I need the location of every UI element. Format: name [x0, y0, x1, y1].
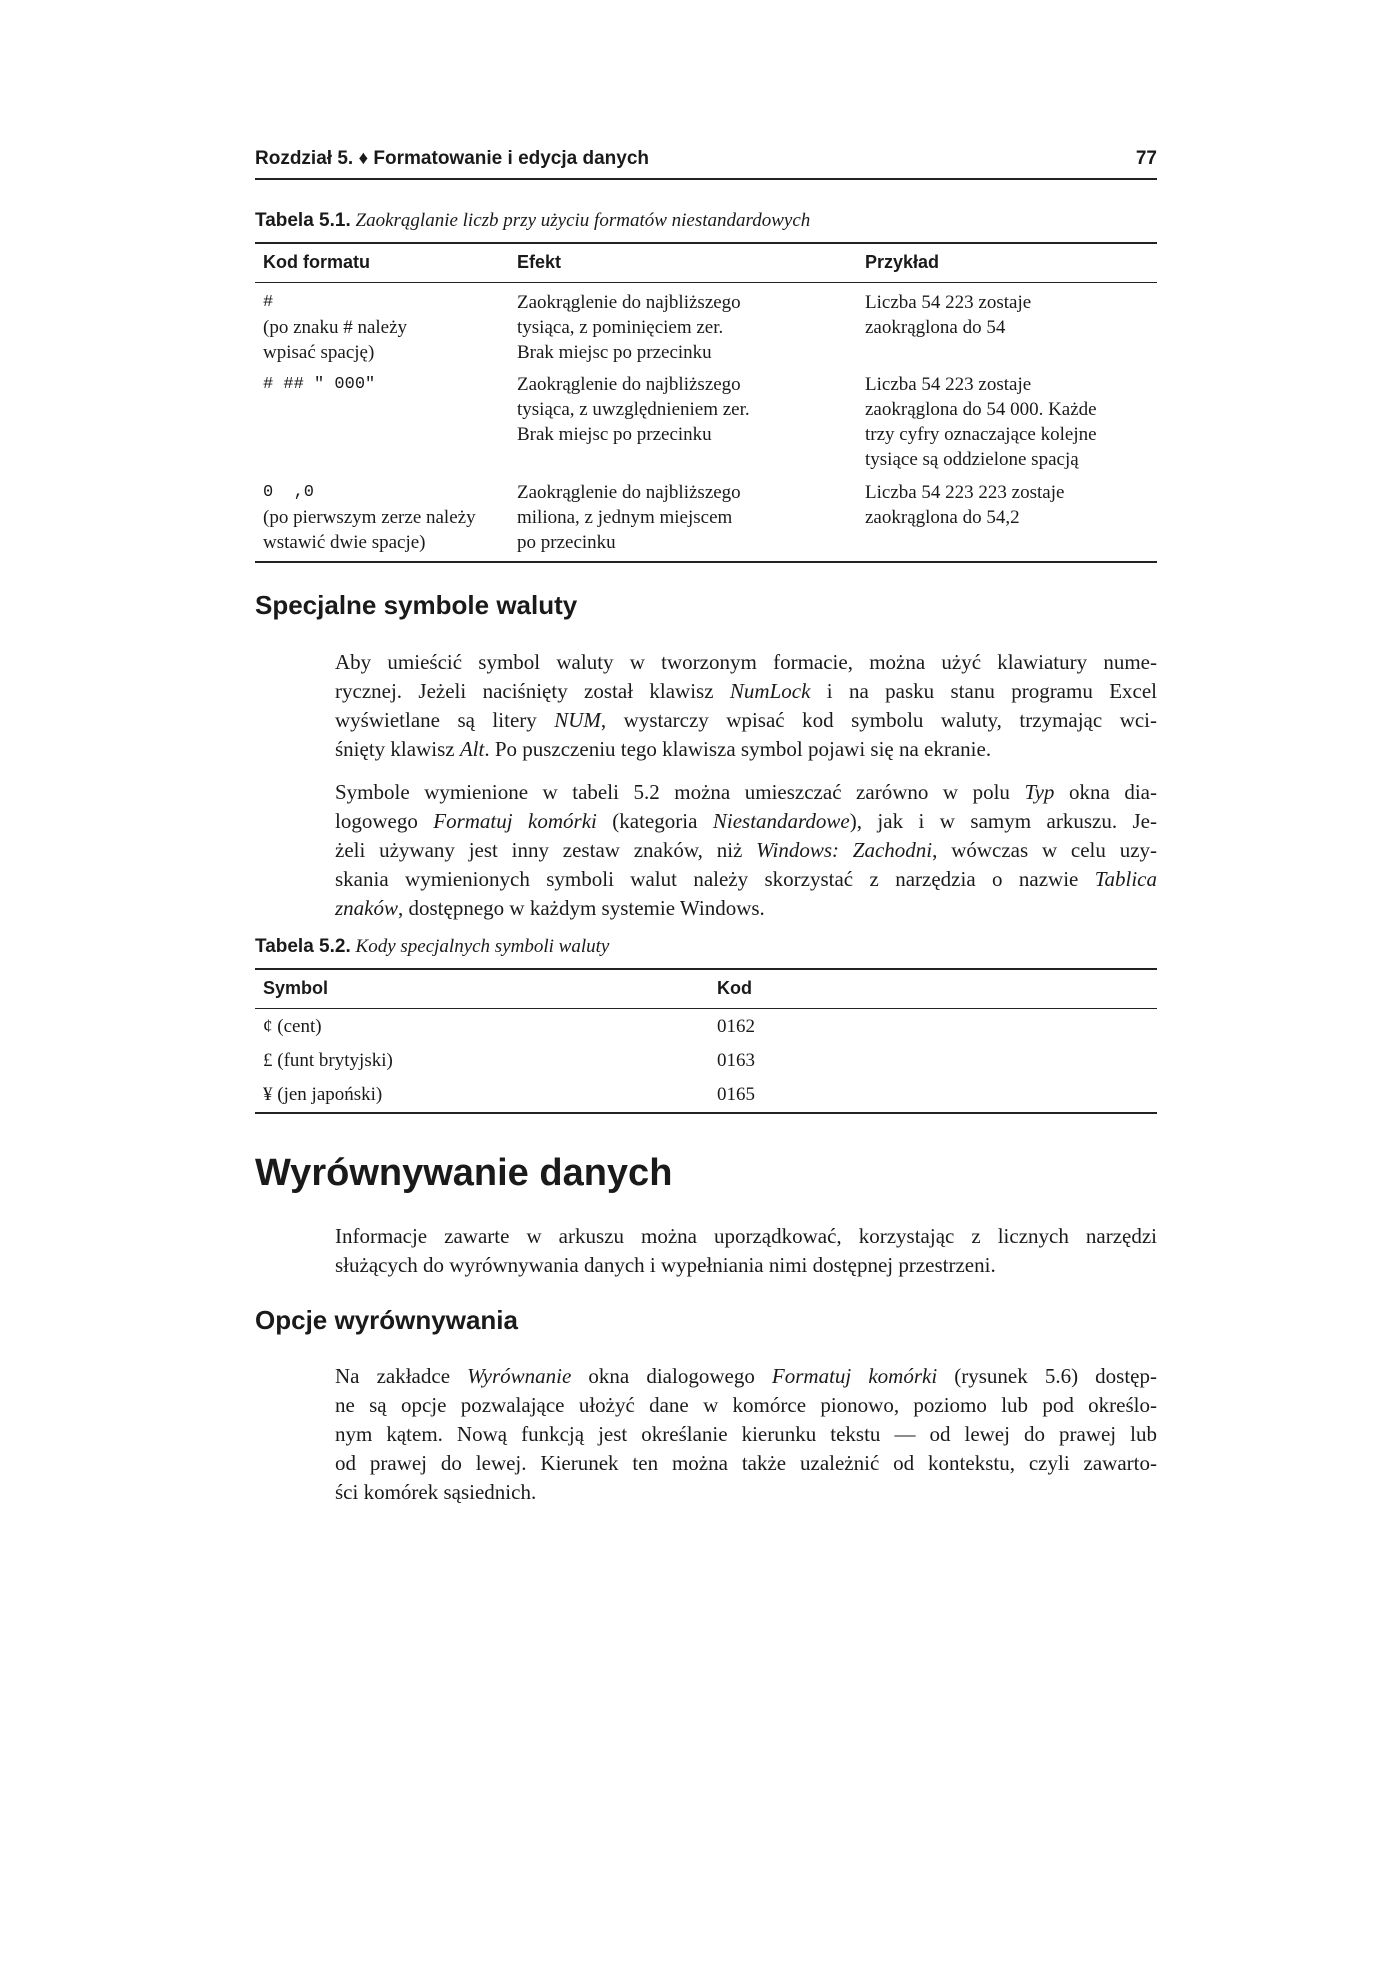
text-line: śnięty klawisz Alt. Po puszczeniu tego klawisza symbol pojawi się na ekranie. [335, 737, 992, 761]
table-label: Tabela 5.2. [255, 936, 351, 957]
cell-line: (po pierwszym zerze należy [263, 507, 476, 528]
cell-line: wpisać spację) [263, 342, 375, 363]
text-line: służących do wyrównywania danych i wypełniania nimi dostępnej przestrzeni. [335, 1253, 996, 1277]
table-cell [263, 372, 375, 397]
table-title: Zaokrąglanie liczb przy użyciu formatów niestandardowych [355, 210, 811, 231]
text-line: Symbole wymienione w tabeli 5.2 można umieszczać zarówno w polu Typ okna dia- [335, 780, 1157, 804]
cell-line: tysiące są oddzielone spacją [865, 449, 1079, 470]
text-line: znaków, dostępnego w każdym systemie Windows. [335, 896, 765, 920]
symbol-cell: ¢ (cent) [263, 1016, 322, 1037]
paragraph [335, 778, 1157, 923]
table-cell [517, 372, 750, 447]
text-line: ści komórek sąsiednich. [335, 1480, 537, 1504]
code-cell: 0162 [717, 1016, 755, 1037]
text-line: Aby umieścić symbol waluty w tworzonym formacie, można użyć klawiatury nume- [335, 650, 1157, 674]
chapter-title: Rozdział 5. ♦ Formatowanie i edycja danych [255, 148, 650, 169]
table-bottom-rule [255, 1112, 1157, 1114]
text-line: nym kątem. Nową funkcją jest określanie kierunku tekstu — od lewej do prawej lub [335, 1422, 1157, 1446]
cell-line: Brak miejsc po przecinku [517, 424, 712, 445]
cell-line: Zaokrąglenie do najbliższego [517, 292, 741, 313]
table-cell [865, 372, 1097, 472]
text-line: logowego Formatuj komórki (kategoria Niestandardowe), jak i w samym arkuszu. Je- [335, 809, 1157, 833]
table-cell [263, 480, 476, 555]
table-caption [255, 936, 609, 958]
table-cell [517, 290, 741, 365]
running-header [255, 148, 1157, 180]
symbol-cell: £ (funt brytyjski) [263, 1050, 393, 1071]
column-header: Efekt [517, 252, 562, 272]
column-header: Symbol [263, 978, 329, 998]
chapter-section-heading: Wyrównywanie danych [255, 1152, 673, 1194]
table-title: Kody specjalnych symboli waluty [355, 936, 610, 957]
cell-line: zaokrąglona do 54 [865, 317, 1006, 338]
format-code: # [263, 293, 274, 312]
cell-line: miliona, z jednym miejscem [517, 507, 733, 528]
section-heading: Specjalne symbole waluty [255, 590, 578, 620]
table-header-rule [255, 282, 1157, 283]
cell-line: Zaokrąglenie do najbliższego [517, 482, 741, 503]
text-line: skania wymienionych symboli walut należy skorzystać z narzędzia o nazwie Tablica [335, 867, 1157, 891]
cell-line: Liczba 54 223 zostaje [865, 374, 1032, 395]
paragraph [335, 648, 1157, 764]
table-cell [263, 290, 407, 365]
table-cell [517, 480, 741, 555]
subsection-heading: Opcje wyrównywania [255, 1305, 518, 1335]
cell-line: (po znaku # należy [263, 317, 408, 338]
symbol-cell: ¥ (jen japoński) [263, 1084, 383, 1105]
cell-line: wstawić dwie spacje) [263, 532, 426, 553]
format-code: 0 ,0 [263, 483, 315, 502]
table-caption [255, 210, 810, 232]
cell-line: tysiąca, z uwzględnieniem zer. [517, 399, 750, 420]
cell-line: zaokrąglona do 54 000. Każde [865, 399, 1097, 420]
table-cell [865, 290, 1031, 340]
format-code: # ## " 000" [263, 375, 376, 394]
table-label: Tabela 5.1. [255, 210, 351, 231]
table-bottom-rule [255, 561, 1157, 563]
paragraph [335, 1362, 1157, 1507]
table-top-rule [255, 242, 1157, 244]
text-line: żeli używany jest inny zestaw znaków, niż Windows: Zachodni, wówczas w celu uzy- [335, 838, 1158, 862]
column-header: Kod formatu [263, 252, 370, 272]
text-line: od prawej do lewej. Kierunek ten można także uzależnić od kontekstu, czyli zawarto- [335, 1451, 1157, 1475]
table-cell [865, 480, 1064, 530]
cell-line: Liczba 54 223 zostaje [865, 292, 1032, 313]
text-line: ne są opcje pozwalające ułożyć dane w komórce pionowo, poziomo lub pod określo- [335, 1393, 1157, 1417]
cell-line: Zaokrąglenie do najbliższego [517, 374, 741, 395]
cell-line: Liczba 54 223 223 zostaje [865, 482, 1065, 503]
table-header-rule [255, 1008, 1157, 1009]
cell-line: Brak miejsc po przecinku [517, 342, 712, 363]
cell-line: trzy cyfry oznaczające kolejne [865, 424, 1097, 445]
cell-line: zaokrąglona do 54,2 [865, 507, 1020, 528]
text-line: Na zakładce Wyrównanie okna dialogowego Formatuj komórki (rysunek 5.6) dostęp- [335, 1364, 1157, 1388]
table-top-rule [255, 968, 1157, 970]
text-line: Informacje zawarte w arkuszu można uporządkować, korzystając z licznych narzędzi [335, 1224, 1157, 1248]
text-line: wyświetlane są litery NUM, wystarczy wpisać kod symbolu waluty, trzymając wci- [335, 708, 1158, 732]
page-number: 77 [1135, 148, 1157, 169]
code-cell: 0163 [717, 1050, 755, 1071]
text-line: rycznej. Jeżeli naciśnięty został klawisz NumLock i na pasku stanu programu Excel [335, 679, 1157, 703]
code-cell: 0165 [717, 1084, 755, 1105]
column-header: Przykład [865, 252, 940, 272]
column-header: Kod [717, 978, 752, 998]
cell-line: po przecinku [517, 532, 616, 553]
cell-line: tysiąca, z pominięciem zer. [517, 317, 724, 338]
paragraph [335, 1222, 1157, 1280]
